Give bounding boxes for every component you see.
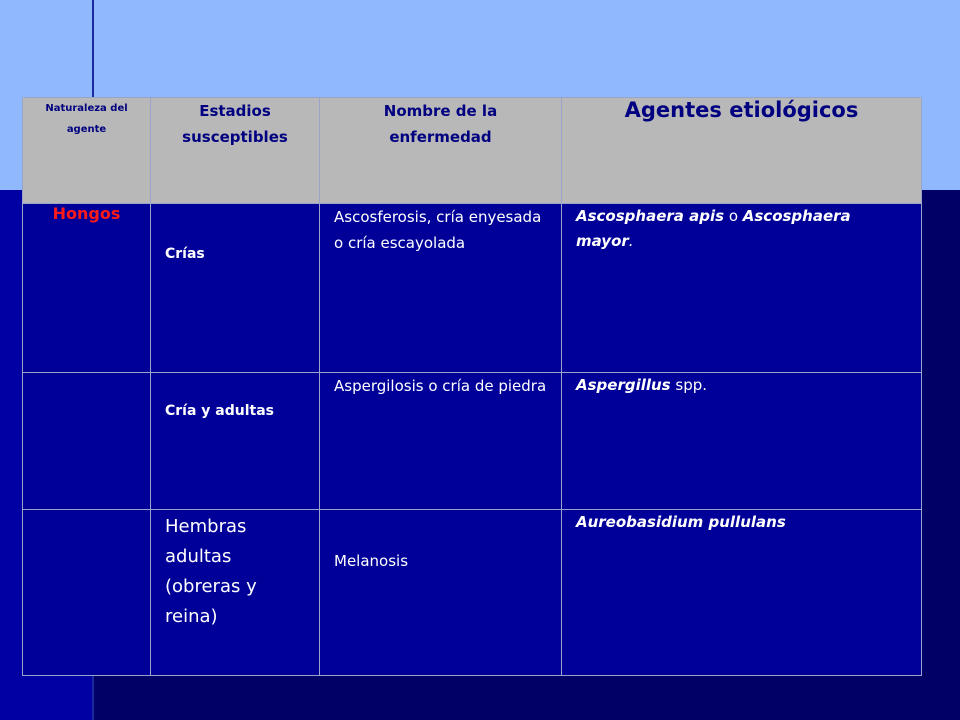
table-row (23, 373, 922, 510)
cell-agent (562, 204, 922, 373)
cell-nature (23, 373, 151, 510)
agent-name-1: Ascosphaera apis (576, 207, 725, 225)
cell-disease: Aspergilosis o cría de piedra (320, 373, 562, 510)
cell-agent (562, 510, 922, 676)
agent-end: . (628, 232, 634, 250)
cell-disease: Ascosferosis, cría enyesada o cría escayolada (320, 204, 562, 373)
header-stages: Estadios susceptibles (151, 98, 320, 204)
header-nature: Naturaleza del agente (23, 98, 151, 204)
cell-nature: Hongos (23, 204, 151, 373)
agent-suffix: spp. (670, 376, 708, 394)
table-row (23, 510, 922, 676)
table-row (23, 204, 922, 373)
cell-stage: Crías (151, 204, 320, 373)
cell-stage: Cría y adultas (151, 373, 320, 510)
agent-separator: o (724, 207, 743, 225)
header-disease: Nombre de la enfermedad (320, 98, 562, 204)
cell-nature (23, 510, 151, 676)
diseases-table (22, 97, 922, 676)
agent-name-1: Aspergillus (576, 376, 671, 394)
cell-disease: Melanosis (320, 510, 562, 676)
table-header-row (23, 98, 922, 204)
agent-name-1: Aureobasidium pullulans (576, 513, 786, 531)
agent-name-2: Ascosphaera mayor (576, 207, 851, 250)
header-agents: Agentes etiológicos (562, 98, 922, 204)
cell-stage: Hembras adultas (obreras y reina) (151, 510, 320, 676)
cell-agent (562, 373, 922, 510)
